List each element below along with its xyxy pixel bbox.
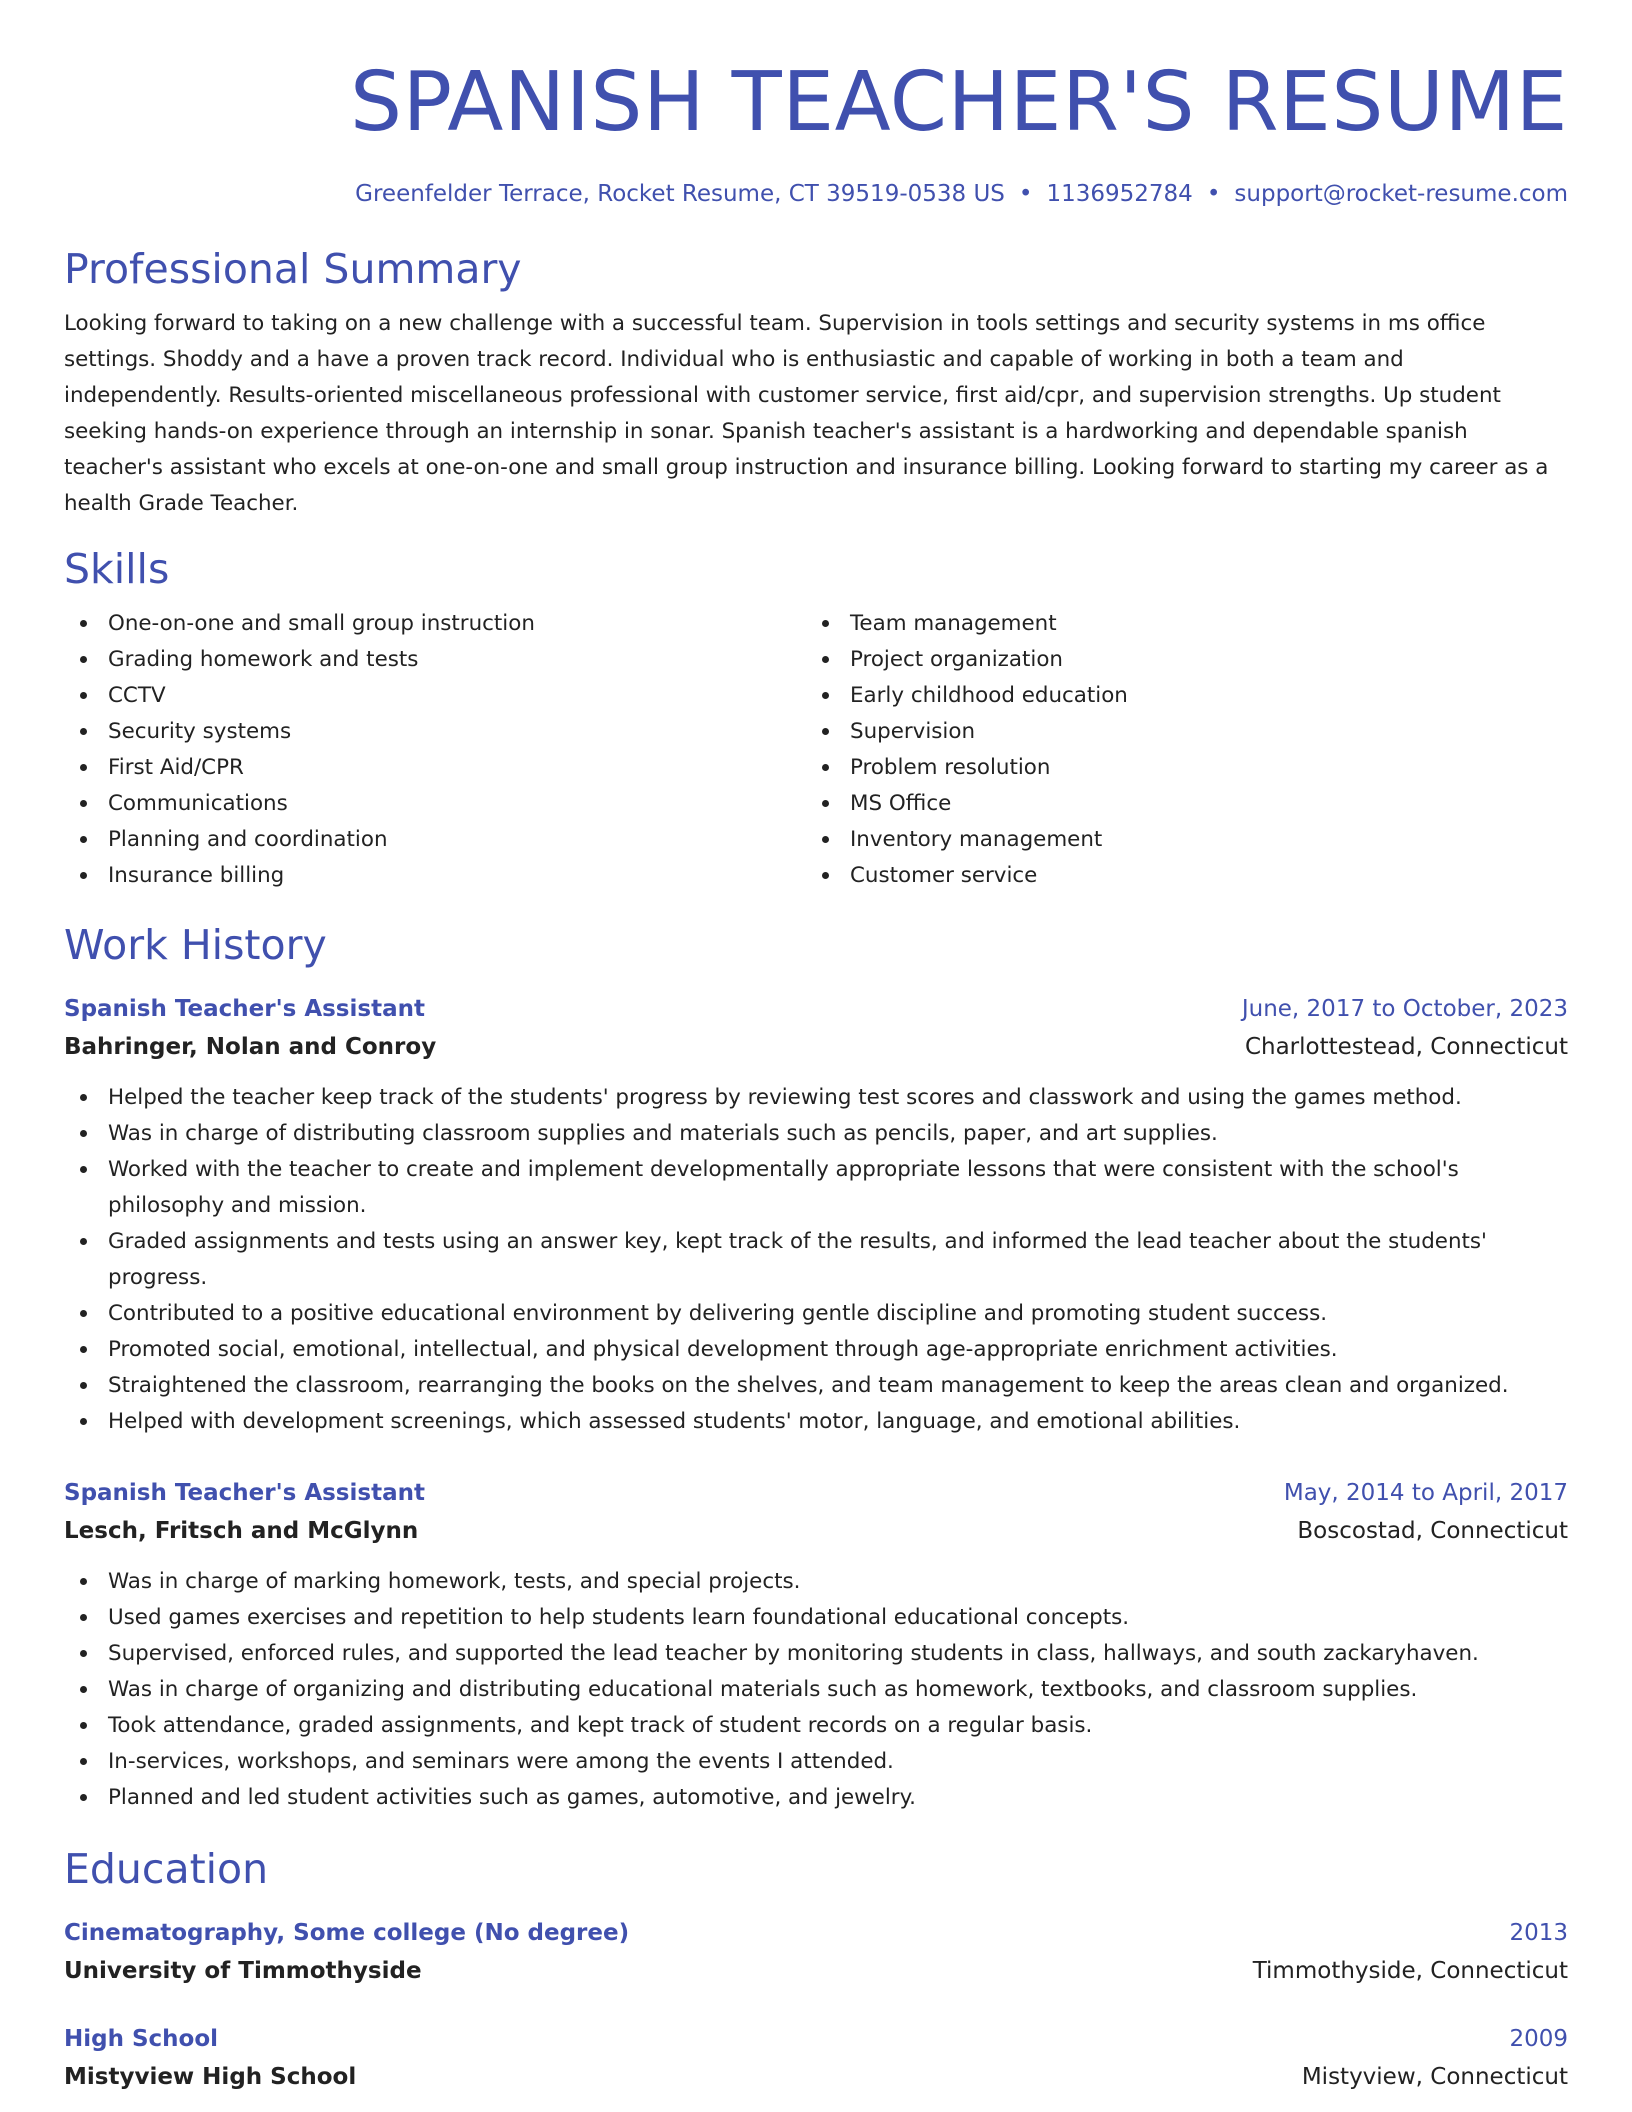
education-year: 2013 <box>1509 1920 1568 1946</box>
work-history-heading: Work History <box>64 921 327 969</box>
skill-item: Supervision <box>806 714 1548 750</box>
skills-list-left <box>64 606 806 894</box>
job-bullet: In-services, workshops, and seminars were among the events I attended. <box>64 1744 1568 1780</box>
skill-item: Insurance billing <box>64 858 806 894</box>
job-bullets <box>64 1564 1568 1816</box>
contact-line <box>64 178 1568 210</box>
skill-item: Planning and coordination <box>64 822 806 858</box>
job-bullet: Worked with the teacher to create and implement developmentally appropriate lessons that were consistent with the school's philosophy and mission. <box>64 1152 1568 1224</box>
skills-list-right <box>806 606 1548 894</box>
education-header-row <box>64 1914 1568 1952</box>
job-header-row <box>64 1474 1568 1512</box>
skill-item: Early childhood education <box>806 678 1548 714</box>
education-location: Timmothyside, Connecticut <box>1252 1958 1568 1984</box>
resume-title: SPANISH TEACHER'S RESUME <box>350 55 1568 150</box>
education-year: 2009 <box>1509 2026 1568 2052</box>
contact-address: Greenfelder Terrace, Rocket Resume, CT 39519-0538 US <box>355 181 1005 207</box>
education-heading: Education <box>64 1845 269 1893</box>
job-bullet: Helped with development screenings, which assessed students' motor, language, and emotional abilities. <box>64 1404 1568 1440</box>
job-company: Bahringer, Nolan and Conroy <box>64 1034 437 1060</box>
education-header-row <box>64 2020 1568 2058</box>
job-dates: May, 2014 to April, 2017 <box>1283 1480 1568 1506</box>
skill-item: First Aid/CPR <box>64 750 806 786</box>
job-entry <box>64 1474 1568 1816</box>
education-degree: High School <box>64 2026 219 2052</box>
skill-item: Customer service <box>806 858 1548 894</box>
job-bullet: Planned and led student activities such as games, automotive, and jewelry. <box>64 1780 1568 1816</box>
job-company-row <box>64 1028 1568 1066</box>
job-dates: June, 2017 to October, 2023 <box>1241 996 1568 1022</box>
job-bullet: Was in charge of marking homework, tests, and special projects. <box>64 1564 1568 1600</box>
job-location: Charlottestead, Connecticut <box>1244 1034 1568 1060</box>
job-bullet: Supervised, enforced rules, and supported the lead teacher by monitoring students in class, hallways, and south zackaryhaven. <box>64 1636 1568 1672</box>
contact-separator: • <box>1206 181 1221 207</box>
skills-heading: Skills <box>64 545 170 593</box>
skills-grid <box>64 606 1568 894</box>
job-bullets <box>64 1080 1568 1440</box>
job-company: Lesch, Fritsch and McGlynn <box>64 1518 419 1544</box>
job-bullet: Promoted social, emotional, intellectual, and physical development through age-appropriate enrichment activities. <box>64 1332 1568 1368</box>
skill-item: One-on-one and small group instruction <box>64 606 806 642</box>
contact-phone: 1136952784 <box>1046 181 1193 207</box>
education-degree: Cinematography, Some college (No degree) <box>64 1920 630 1946</box>
education-entry <box>64 2020 1568 2096</box>
education-school-row <box>64 2058 1568 2096</box>
job-bullet: Graded assignments and tests using an answer key, kept track of the results, and informed the lead teacher about the students' progress. <box>64 1224 1568 1296</box>
job-bullet: Helped the teacher keep track of the students' progress by reviewing test scores and classwork and using the games method. <box>64 1080 1568 1116</box>
education-entry <box>64 1914 1568 1990</box>
summary-heading: Professional Summary <box>64 245 522 293</box>
job-company-row <box>64 1512 1568 1550</box>
education-location: Mistyview, Connecticut <box>1301 2064 1568 2090</box>
job-title: Spanish Teacher's Assistant <box>64 996 425 1022</box>
job-bullet: Contributed to a positive educational environment by delivering gentle discipline and promoting student success. <box>64 1296 1568 1332</box>
job-location: Boscostad, Connecticut <box>1297 1518 1568 1544</box>
contact-email: support@rocket-resume.com <box>1234 181 1568 207</box>
skill-item: Security systems <box>64 714 806 750</box>
education-school: University of Timmothyside <box>64 1958 422 1984</box>
skill-item: Project organization <box>806 642 1548 678</box>
education-school: Mistyview High School <box>64 2064 357 2090</box>
skill-item: Grading homework and tests <box>64 642 806 678</box>
skill-item: Team management <box>806 606 1548 642</box>
job-entry <box>64 990 1568 1440</box>
contact-separator: • <box>1018 181 1033 207</box>
job-bullet: Straightened the classroom, rearranging the books on the shelves, and team management to keep the areas clean and organized. <box>64 1368 1568 1404</box>
job-bullet: Took attendance, graded assignments, and kept track of student records on a regular basis. <box>64 1708 1568 1744</box>
job-bullet: Used games exercises and repetition to help students learn foundational educational concepts. <box>64 1600 1568 1636</box>
skill-item: Communications <box>64 786 806 822</box>
job-header-row <box>64 990 1568 1028</box>
job-bullet: Was in charge of organizing and distributing educational materials such as homework, textbooks, and classroom supplies. <box>64 1672 1568 1708</box>
education-school-row <box>64 1952 1568 1990</box>
skill-item: MS Office <box>806 786 1548 822</box>
job-title: Spanish Teacher's Assistant <box>64 1480 425 1506</box>
summary-text: Looking forward to taking on a new challenge with a successful team. Supervision in tools settings and security systems in ms office settings. Shoddy and a have a proven track record. Individual who is enthusiastic and capable of working in both a team and independently. Results-oriented miscellaneous professional with customer service, first aid/cpr, and supervision strengths. Up student seeking hands-on experience through an internship in sonar. Spanish teacher's assistant is a hardworking and dependable spanish teacher's assistant who excels at one-on-one and small group instruction and insurance billing. Looking forward to starting my career as a health Grade Teacher. <box>64 311 1549 516</box>
skill-item: Problem resolution <box>806 750 1548 786</box>
job-bullet: Was in charge of distributing classroom supplies and materials such as pencils, paper, and art supplies. <box>64 1116 1568 1152</box>
skill-item: CCTV <box>64 678 806 714</box>
skill-item: Inventory management <box>806 822 1548 858</box>
resume-page <box>64 0 1568 2096</box>
